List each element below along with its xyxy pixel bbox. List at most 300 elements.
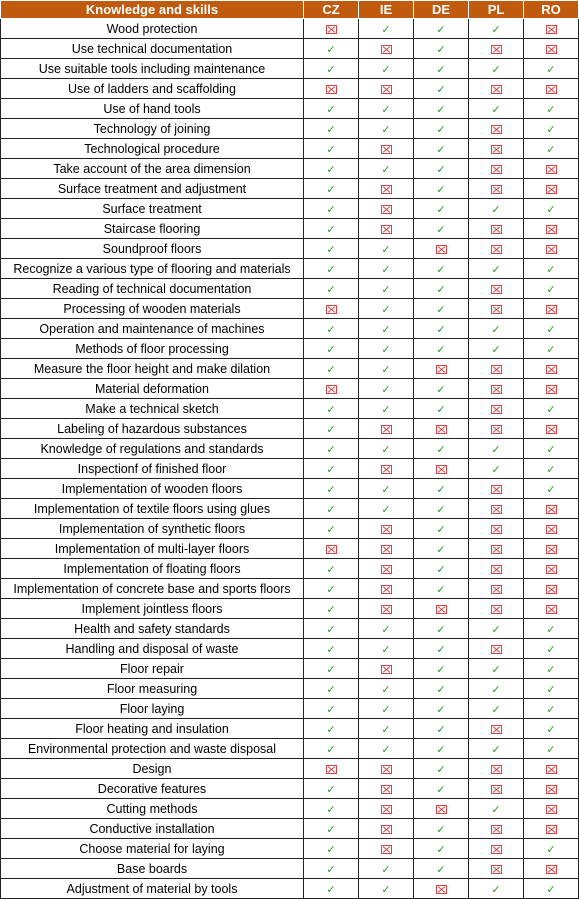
check-icon: ✓ [491, 442, 501, 456]
check-icon: ✓ [546, 462, 556, 476]
cell-ro [524, 359, 579, 379]
x-box-icon [491, 725, 502, 734]
x-box-icon [436, 425, 447, 434]
table-row [1, 599, 579, 619]
cell-ie [359, 219, 414, 239]
skill-name: Use of ladders and scaffolding [1, 79, 304, 99]
cell-pl [469, 719, 524, 739]
x-box-icon [491, 545, 502, 554]
cell-ro [524, 279, 579, 299]
cell-pl [469, 479, 524, 499]
cell-ie [359, 239, 414, 259]
cell-ie [359, 619, 414, 639]
check-icon: ✓ [381, 262, 391, 276]
cell-cz [304, 139, 359, 159]
cell-cz [304, 99, 359, 119]
table-row [1, 579, 579, 599]
check-icon: ✓ [326, 682, 336, 696]
cell-de [414, 119, 469, 139]
check-icon: ✓ [326, 222, 336, 236]
cell-de [414, 339, 469, 359]
cell-pl [469, 539, 524, 559]
cell-ro [524, 139, 579, 159]
cell-cz [304, 319, 359, 339]
x-box-icon [381, 425, 392, 434]
x-box-icon [381, 805, 392, 814]
cell-pl [469, 119, 524, 139]
cell-cz [304, 19, 359, 39]
cell-ie [359, 799, 414, 819]
check-icon: ✓ [491, 262, 501, 276]
cell-ie [359, 719, 414, 739]
cell-ie [359, 379, 414, 399]
cell-ie [359, 39, 414, 59]
check-icon: ✓ [436, 162, 446, 176]
cell-cz [304, 559, 359, 579]
table-row [1, 879, 579, 899]
check-icon: ✓ [546, 142, 556, 156]
cell-pl [469, 619, 524, 639]
cell-ie [359, 199, 414, 219]
cell-ie [359, 459, 414, 479]
cell-cz [304, 879, 359, 899]
table-row [1, 119, 579, 139]
header-country-ie: IE [359, 1, 414, 19]
cell-pl [469, 299, 524, 319]
cell-cz [304, 459, 359, 479]
x-box-icon [546, 525, 557, 534]
cell-cz [304, 539, 359, 559]
x-box-icon [546, 605, 557, 614]
x-box-icon [546, 165, 557, 174]
cell-pl [469, 739, 524, 759]
table-row [1, 159, 579, 179]
skill-name: Base boards [1, 859, 304, 879]
skill-name: Implementation of multi-layer floors [1, 539, 304, 559]
check-icon: ✓ [381, 682, 391, 696]
check-icon: ✓ [546, 622, 556, 636]
x-box-icon [491, 405, 502, 414]
table-row [1, 859, 579, 879]
check-icon: ✓ [326, 122, 336, 136]
check-icon: ✓ [436, 182, 446, 196]
x-box-icon [491, 565, 502, 574]
cell-de [414, 759, 469, 779]
cell-de [414, 859, 469, 879]
table-row [1, 459, 579, 479]
cell-cz [304, 719, 359, 739]
header-country-ro: RO [524, 1, 579, 19]
cell-ro [524, 739, 579, 759]
cell-cz [304, 679, 359, 699]
cell-ro [524, 799, 579, 819]
check-icon: ✓ [546, 262, 556, 276]
check-icon: ✓ [381, 622, 391, 636]
cell-de [414, 879, 469, 899]
table-row [1, 559, 579, 579]
check-icon: ✓ [381, 362, 391, 376]
skill-name: Implementation of floating floors [1, 559, 304, 579]
x-box-icon [326, 85, 337, 94]
cell-ro [524, 99, 579, 119]
check-icon: ✓ [491, 102, 501, 116]
x-box-icon [491, 585, 502, 594]
cell-de [414, 439, 469, 459]
skill-name: Handling and disposal of waste [1, 639, 304, 659]
cell-de [414, 599, 469, 619]
cell-pl [469, 839, 524, 859]
cell-cz [304, 819, 359, 839]
check-icon: ✓ [436, 62, 446, 76]
table-row [1, 639, 579, 659]
skill-name: Reading of technical documentation [1, 279, 304, 299]
skill-name: Floor repair [1, 659, 304, 679]
cell-ro [524, 539, 579, 559]
check-icon: ✓ [546, 342, 556, 356]
header-row [1, 1, 579, 19]
check-icon: ✓ [436, 822, 446, 836]
check-icon: ✓ [546, 682, 556, 696]
check-icon: ✓ [436, 42, 446, 56]
x-box-icon [326, 545, 337, 554]
x-box-icon [546, 385, 557, 394]
cell-ro [524, 579, 579, 599]
cell-ro [524, 459, 579, 479]
check-icon: ✓ [491, 462, 501, 476]
skill-name: Material deformation [1, 379, 304, 399]
check-icon: ✓ [436, 622, 446, 636]
skill-name: Choose material for laying [1, 839, 304, 859]
table-row [1, 279, 579, 299]
check-icon: ✓ [436, 222, 446, 236]
table-row [1, 399, 579, 419]
check-icon: ✓ [326, 322, 336, 336]
cell-ro [524, 259, 579, 279]
cell-ie [359, 639, 414, 659]
check-icon: ✓ [326, 582, 336, 596]
check-icon: ✓ [436, 562, 446, 576]
table-row [1, 519, 579, 539]
check-icon: ✓ [436, 322, 446, 336]
skill-name: Soundproof floors [1, 239, 304, 259]
check-icon: ✓ [326, 882, 336, 896]
x-box-icon [491, 245, 502, 254]
cell-ro [524, 639, 579, 659]
check-icon: ✓ [491, 702, 501, 716]
cell-ie [359, 499, 414, 519]
x-box-icon [546, 245, 557, 254]
cell-de [414, 699, 469, 719]
check-icon: ✓ [326, 142, 336, 156]
cell-de [414, 559, 469, 579]
cell-ie [359, 419, 414, 439]
cell-ro [524, 379, 579, 399]
x-box-icon [436, 465, 447, 474]
table-row [1, 719, 579, 739]
check-icon: ✓ [491, 802, 501, 816]
skill-name: Implementation of wooden floors [1, 479, 304, 499]
x-box-icon [381, 545, 392, 554]
cell-cz [304, 699, 359, 719]
cell-cz [304, 339, 359, 359]
cell-ie [359, 479, 414, 499]
cell-ie [359, 299, 414, 319]
x-box-icon [491, 185, 502, 194]
cell-pl [469, 759, 524, 779]
x-box-icon [491, 825, 502, 834]
x-box-icon [436, 605, 447, 614]
cell-ro [524, 59, 579, 79]
check-icon: ✓ [381, 702, 391, 716]
check-icon: ✓ [491, 882, 501, 896]
cell-pl [469, 659, 524, 679]
check-icon: ✓ [546, 282, 556, 296]
cell-de [414, 319, 469, 339]
check-icon: ✓ [326, 742, 336, 756]
cell-ie [359, 539, 414, 559]
cell-cz [304, 59, 359, 79]
cell-ie [359, 59, 414, 79]
cell-cz [304, 299, 359, 319]
cell-cz [304, 639, 359, 659]
cell-ie [359, 779, 414, 799]
check-icon: ✓ [436, 642, 446, 656]
check-icon: ✓ [326, 42, 336, 56]
cell-pl [469, 499, 524, 519]
x-box-icon [491, 225, 502, 234]
check-icon: ✓ [436, 282, 446, 296]
x-box-icon [381, 145, 392, 154]
cell-ro [524, 779, 579, 799]
check-icon: ✓ [491, 682, 501, 696]
cell-ro [524, 179, 579, 199]
cell-ro [524, 659, 579, 679]
skill-name: Surface treatment and adjustment [1, 179, 304, 199]
header-country-pl: PL [469, 1, 524, 19]
skill-name: Operation and maintenance of machines [1, 319, 304, 339]
check-icon: ✓ [326, 522, 336, 536]
x-box-icon [546, 225, 557, 234]
cell-cz [304, 499, 359, 519]
skill-name: Decorative features [1, 779, 304, 799]
check-icon: ✓ [436, 402, 446, 416]
check-icon: ✓ [436, 202, 446, 216]
check-icon: ✓ [436, 142, 446, 156]
table-row [1, 759, 579, 779]
check-icon: ✓ [326, 702, 336, 716]
x-box-icon [491, 525, 502, 534]
skill-name: Environmental protection and waste disposal [1, 739, 304, 759]
cell-pl [469, 579, 524, 599]
cell-ro [524, 519, 579, 539]
check-icon: ✓ [381, 102, 391, 116]
x-box-icon [546, 365, 557, 374]
check-icon: ✓ [326, 502, 336, 516]
check-icon: ✓ [326, 662, 336, 676]
check-icon: ✓ [326, 562, 336, 576]
x-box-icon [491, 785, 502, 794]
check-icon: ✓ [381, 22, 391, 36]
check-icon: ✓ [436, 662, 446, 676]
cell-ie [359, 279, 414, 299]
cell-ie [359, 599, 414, 619]
x-box-icon [381, 465, 392, 474]
cell-cz [304, 279, 359, 299]
skill-name: Labeling of hazardous substances [1, 419, 304, 439]
check-icon: ✓ [326, 102, 336, 116]
x-box-icon [546, 305, 557, 314]
x-box-icon [381, 785, 392, 794]
check-icon: ✓ [326, 842, 336, 856]
cell-de [414, 239, 469, 259]
check-icon: ✓ [436, 262, 446, 276]
x-box-icon [381, 525, 392, 534]
x-box-icon [546, 585, 557, 594]
cell-de [414, 639, 469, 659]
cell-de [414, 839, 469, 859]
cell-de [414, 139, 469, 159]
check-icon: ✓ [326, 162, 336, 176]
x-box-icon [491, 845, 502, 854]
cell-ie [359, 179, 414, 199]
check-icon: ✓ [326, 402, 336, 416]
cell-ie [359, 819, 414, 839]
cell-de [414, 479, 469, 499]
cell-pl [469, 159, 524, 179]
check-icon: ✓ [491, 742, 501, 756]
cell-pl [469, 799, 524, 819]
table-row [1, 319, 579, 339]
cell-ie [359, 759, 414, 779]
cell-cz [304, 839, 359, 859]
x-box-icon [436, 805, 447, 814]
cell-pl [469, 699, 524, 719]
cell-de [414, 159, 469, 179]
x-box-icon [546, 765, 557, 774]
cell-de [414, 79, 469, 99]
cell-ie [359, 879, 414, 899]
check-icon: ✓ [546, 482, 556, 496]
check-icon: ✓ [381, 402, 391, 416]
cell-de [414, 59, 469, 79]
cell-de [414, 679, 469, 699]
x-box-icon [546, 185, 557, 194]
x-box-icon [491, 505, 502, 514]
cell-cz [304, 259, 359, 279]
cell-cz [304, 239, 359, 259]
cell-de [414, 779, 469, 799]
cell-ro [524, 39, 579, 59]
check-icon: ✓ [326, 482, 336, 496]
skill-name: Methods of floor processing [1, 339, 304, 359]
table-row [1, 539, 579, 559]
check-icon: ✓ [326, 242, 336, 256]
cell-cz [304, 419, 359, 439]
skill-name: Floor heating and insulation [1, 719, 304, 739]
check-icon: ✓ [436, 722, 446, 736]
cell-ie [359, 439, 414, 459]
x-box-icon [381, 825, 392, 834]
x-box-icon [491, 765, 502, 774]
check-icon: ✓ [326, 862, 336, 876]
x-box-icon [491, 85, 502, 94]
check-icon: ✓ [326, 802, 336, 816]
check-icon: ✓ [381, 162, 391, 176]
check-icon: ✓ [491, 622, 501, 636]
cell-pl [469, 399, 524, 419]
skill-name: Use suitable tools including maintenance [1, 59, 304, 79]
skill-name: Adjustment of material by tools [1, 879, 304, 899]
cell-ro [524, 599, 579, 619]
x-box-icon [491, 285, 502, 294]
x-box-icon [381, 585, 392, 594]
check-icon: ✓ [546, 322, 556, 336]
cell-ro [524, 199, 579, 219]
check-icon: ✓ [436, 542, 446, 556]
cell-cz [304, 779, 359, 799]
cell-de [414, 739, 469, 759]
skill-name: Inspectionf of finished floor [1, 459, 304, 479]
cell-ie [359, 399, 414, 419]
skill-name: Use of hand tools [1, 99, 304, 119]
skill-name: Measure the floor height and make dilation [1, 359, 304, 379]
cell-cz [304, 79, 359, 99]
cell-pl [469, 139, 524, 159]
check-icon: ✓ [436, 342, 446, 356]
check-icon: ✓ [546, 722, 556, 736]
x-box-icon [381, 765, 392, 774]
cell-ie [359, 139, 414, 159]
check-icon: ✓ [436, 302, 446, 316]
check-icon: ✓ [381, 322, 391, 336]
skill-name: Use technical documentation [1, 39, 304, 59]
check-icon: ✓ [381, 282, 391, 296]
cell-ro [524, 239, 579, 259]
table-row [1, 479, 579, 499]
check-icon: ✓ [491, 22, 501, 36]
x-box-icon [381, 85, 392, 94]
check-icon: ✓ [381, 442, 391, 456]
cell-ro [524, 699, 579, 719]
x-box-icon [381, 845, 392, 854]
cell-ie [359, 99, 414, 119]
cell-de [414, 259, 469, 279]
cell-cz [304, 659, 359, 679]
check-icon: ✓ [381, 882, 391, 896]
check-icon: ✓ [381, 502, 391, 516]
check-icon: ✓ [546, 882, 556, 896]
table-row [1, 419, 579, 439]
check-icon: ✓ [326, 602, 336, 616]
check-icon: ✓ [326, 822, 336, 836]
cell-de [414, 539, 469, 559]
check-icon: ✓ [436, 582, 446, 596]
cell-pl [469, 519, 524, 539]
cell-pl [469, 19, 524, 39]
cell-de [414, 519, 469, 539]
check-icon: ✓ [326, 642, 336, 656]
cell-ro [524, 219, 579, 239]
check-icon: ✓ [436, 862, 446, 876]
check-icon: ✓ [546, 402, 556, 416]
cell-ro [524, 619, 579, 639]
table-row [1, 799, 579, 819]
check-icon: ✓ [491, 662, 501, 676]
skill-name: Floor measuring [1, 679, 304, 699]
check-icon: ✓ [326, 422, 336, 436]
x-box-icon [491, 605, 502, 614]
cell-pl [469, 219, 524, 239]
